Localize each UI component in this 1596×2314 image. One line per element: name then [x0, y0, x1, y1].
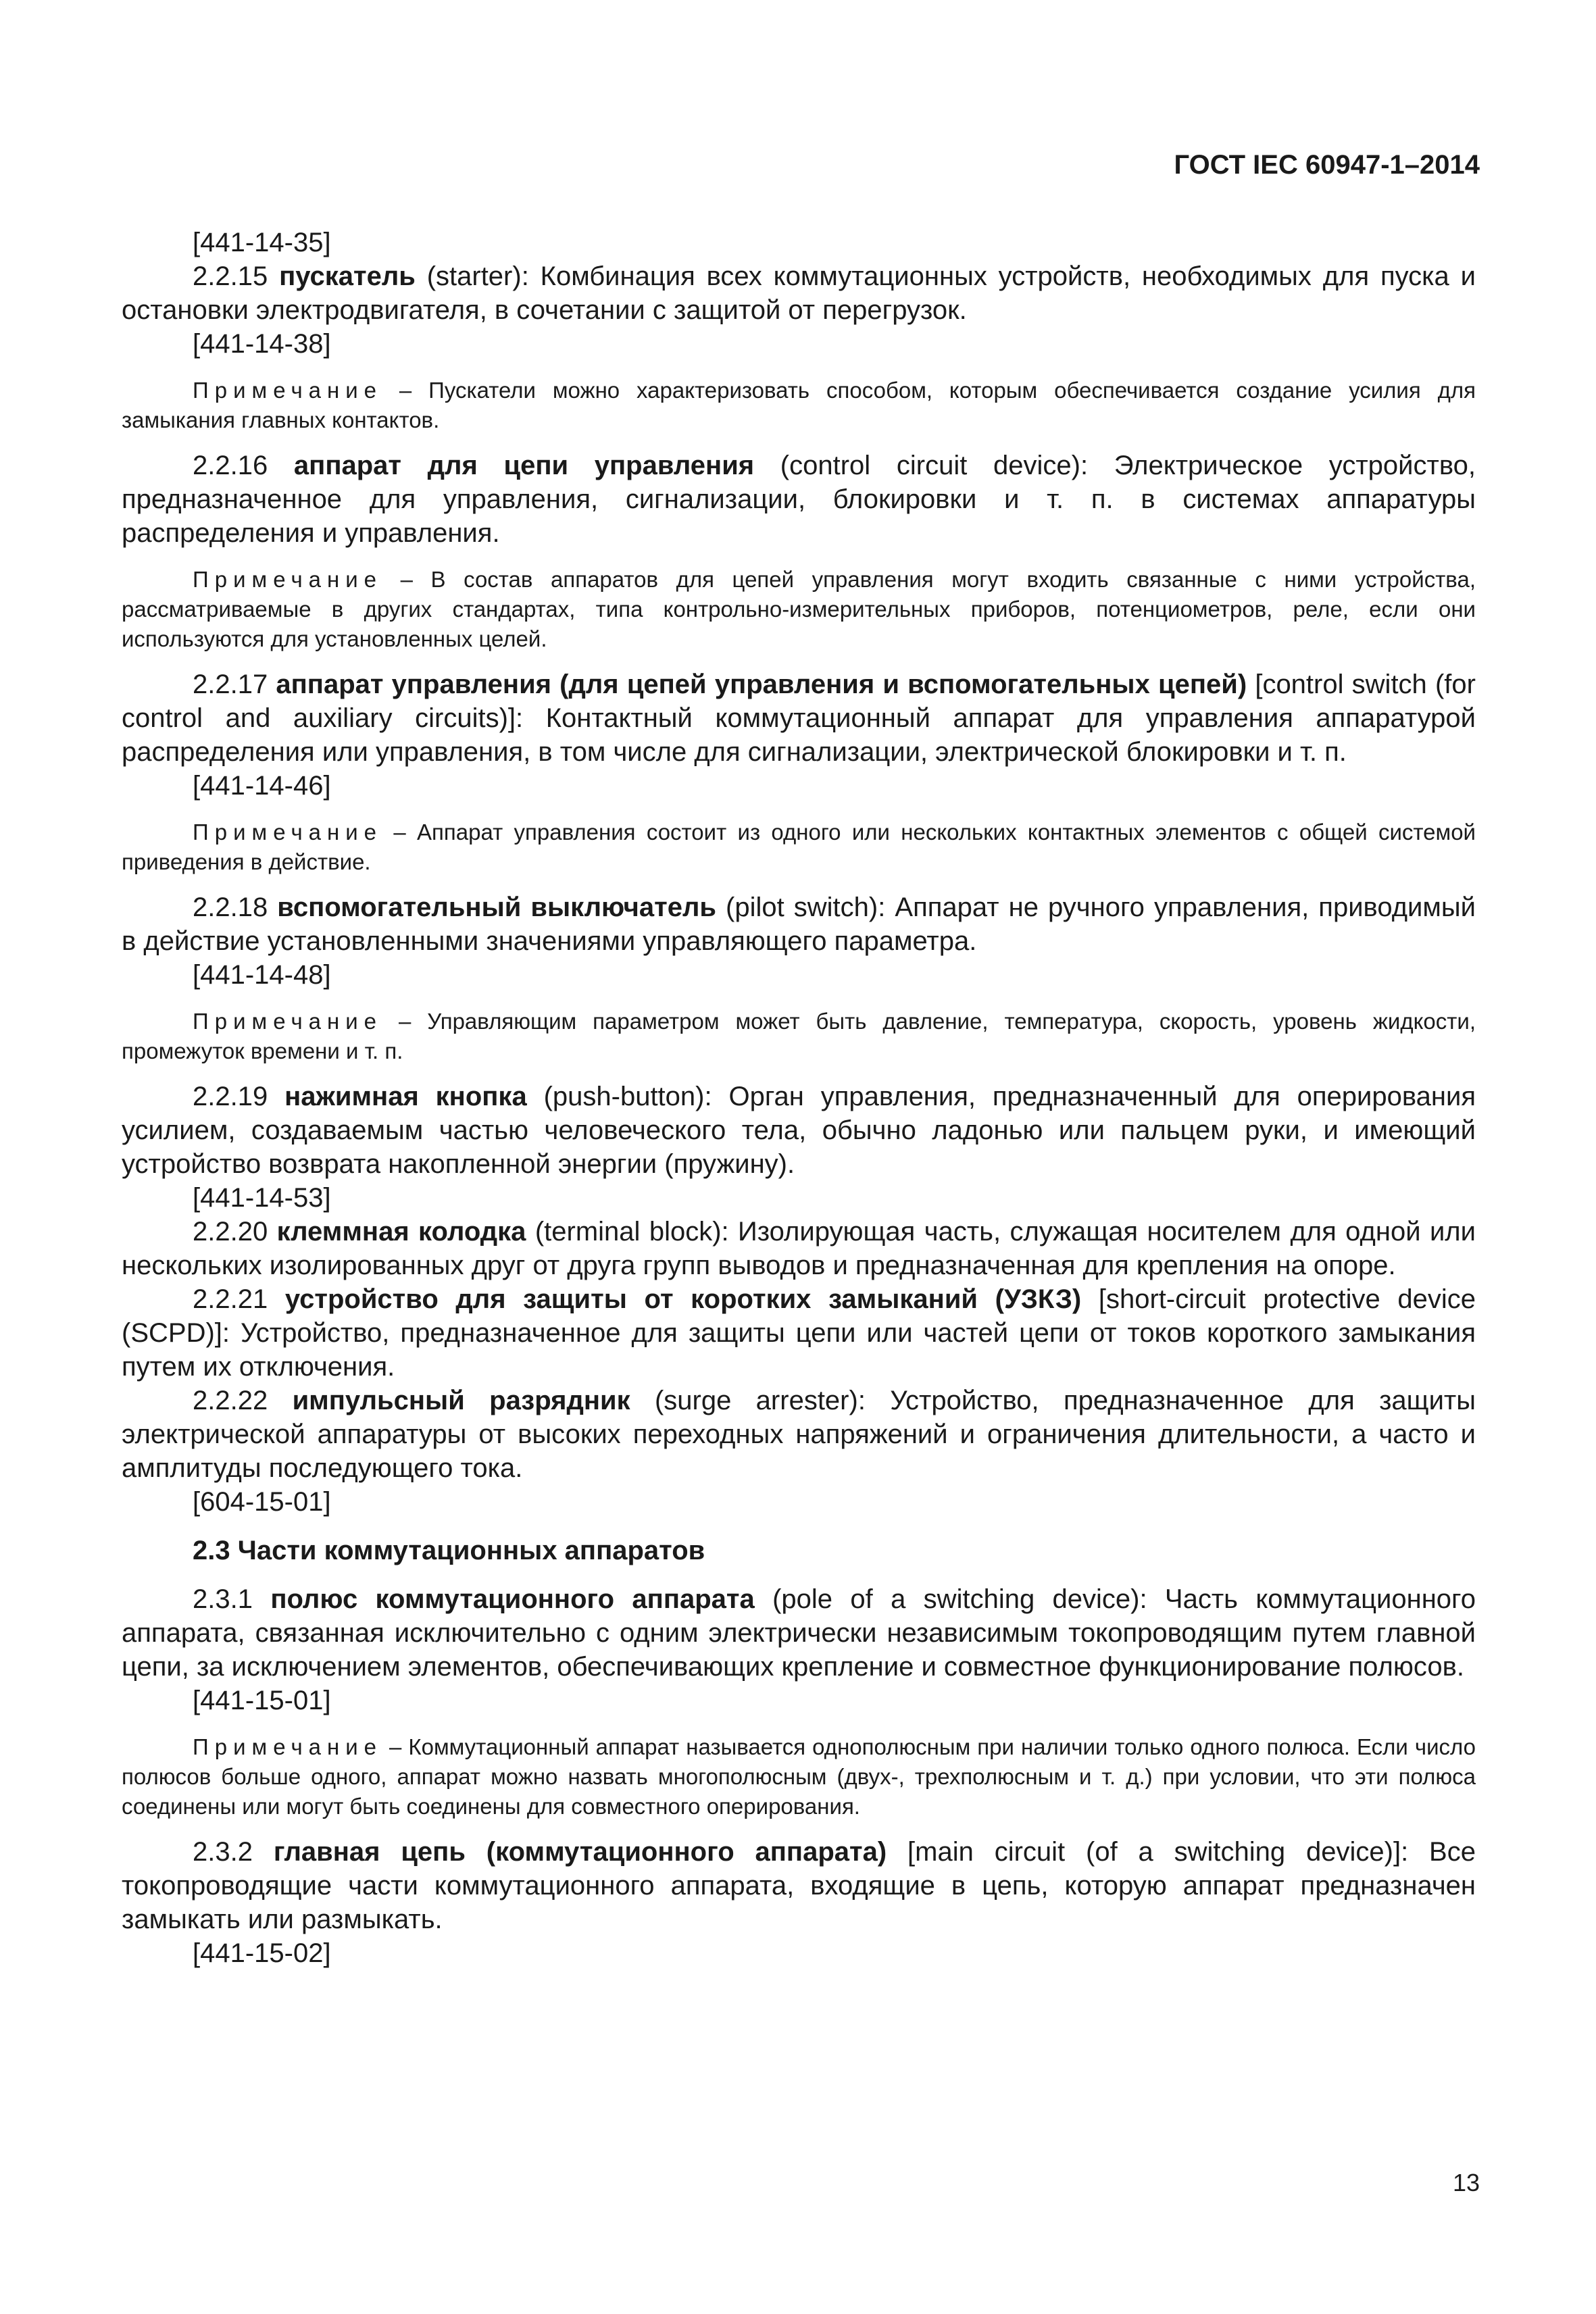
note — [122, 1732, 1476, 1821]
note-label: Примечание — [193, 567, 383, 592]
definition-2-3-1 — [122, 1582, 1476, 1684]
reference: [441-14-53] — [193, 1183, 331, 1213]
clause-number: 2.3.2 — [193, 1837, 253, 1867]
term: клеммная колодка — [276, 1217, 526, 1247]
clause-number: 2.2.19 — [193, 1082, 268, 1111]
definition-2-2-21 — [122, 1282, 1476, 1384]
page-number: 13 — [1452, 2169, 1480, 2196]
term: импульсный разрядник — [292, 1386, 630, 1415]
definition-text: [main circuit (of a switching device)]: Все токопроводящие части коммутационного аппарата, входящие в цепь, которую аппарат предназначен замыкать или размыкать. — [122, 1837, 1476, 1934]
reference: [604-15-01] — [193, 1487, 331, 1517]
definition-2-2-15 — [122, 259, 1476, 327]
reference: [441-14-38] — [193, 329, 331, 359]
document-header: ГОСТ IEC 60947-1–2014 — [1174, 150, 1480, 180]
definition-2-3-2 — [122, 1835, 1476, 1936]
definition-2-2-18 — [122, 890, 1476, 958]
document-body — [122, 226, 1476, 1970]
term: аппарат для цепи управления — [293, 451, 755, 480]
term: полюс коммутационного аппарата — [270, 1584, 755, 1614]
definition-text: (pilot switch): Аппарат не ручного управления, приводимый в действие установленными значениями управляющего параметра. — [122, 892, 1476, 956]
definition-2-2-22 — [122, 1384, 1476, 1485]
definition-text: [control switch (for control and auxiliary circuits)]: Контактный коммутационный аппарат для управления аппаратурой распределения или управления, в том числе для сигнализации, электрической блокировки и т. п. — [122, 670, 1476, 767]
note — [122, 1007, 1476, 1066]
definition-text: (control circuit device): Электрическое устройство, предназначенное для управления, сигнализации, блокировки и т. п. в системах аппаратуры распределения и управления. — [122, 451, 1476, 548]
clause-number: 2.3.1 — [193, 1584, 253, 1614]
term: вспомогательный выключатель — [277, 892, 716, 922]
definition-2-2-16 — [122, 449, 1476, 550]
note — [122, 565, 1476, 654]
note-text: – В состав аппаратов для цепей управления могут входить связанные с ними устройства, рассматриваемые в других стандартах, типа контрольно-измерительных приборов, потенциометров, реле, если они используются для установленных целей. — [122, 567, 1476, 651]
note-label: Примечание — [193, 1009, 383, 1034]
reference: [441-15-01] — [193, 1686, 331, 1715]
definition-text: (surge arrester): Устройство, предназначенное для защиты электрической аппаратуры от высоких переходных напряжений и ограничения длительности, а часто и амплитуды последующего тока. — [122, 1386, 1476, 1483]
definition-2-2-19 — [122, 1080, 1476, 1181]
definition-text: (terminal block): Изолирующая часть, служащая носителем для одной или нескольких изолированных друг от друга групп выводов и предназначенная для крепления на опоре. — [122, 1217, 1476, 1280]
definition-text: (starter): Комбинация всех коммутационных устройств, необходимых для пуска и остановки электродвигателя, в сочетании с защитой от перегрузок. — [122, 261, 1476, 325]
reference: [441-14-46] — [193, 771, 331, 801]
note-text: – Коммутационный аппарат называется однополюсным при наличии только одного полюса. Если число полюсов больше одного, аппарат можно назвать многополюсным (двух-, трехполюсным и т. д.) при условии, что эти полюса соединены или могут быть соединены для совместного оперирования. — [122, 1734, 1476, 1819]
clause-number: 2.2.21 — [193, 1284, 268, 1314]
reference: [441-14-48] — [193, 960, 331, 990]
term: пускатель — [279, 261, 416, 291]
note-text: – Пускатели можно характеризовать способом, которым обеспечивается создание усилия для замыкания главных контактов. — [122, 378, 1476, 432]
definition-2-2-20 — [122, 1215, 1476, 1282]
definition-2-2-17 — [122, 668, 1476, 769]
note-label: Примечание — [193, 1734, 383, 1759]
definition-text: [short-circuit protective device (SCPD)]: Устройство, предназначенное для защиты цепи или частей цепи от токов короткого замыкания путем их отключения. — [122, 1284, 1476, 1382]
definition-text: (push-button): Орган управления, предназначенный для оперирования усилием, создаваемым частью человеческого тела, обычно ладонью или пальцем руки, и имеющий устройство возврата накопленной энергии (пружину). — [122, 1082, 1476, 1179]
section-heading: 2.3 Части коммутационных аппаратов — [193, 1536, 705, 1565]
reference: [441-15-02] — [193, 1938, 331, 1968]
clause-number: 2.2.20 — [193, 1217, 268, 1247]
note-label: Примечание — [193, 378, 383, 403]
reference: [441-14-35] — [193, 228, 331, 257]
clause-number: 2.2.18 — [193, 892, 268, 922]
clause-number: 2.2.22 — [193, 1386, 268, 1415]
definition-text: (pole of a switching device): Часть коммутационного аппарата, связанная исключительно с одним электрически независимым токопроводящим путем главной цепи, за исключением элементов, обеспечивающих крепление и совместное функционирование полюсов. — [122, 1584, 1476, 1682]
clause-number: 2.2.16 — [193, 451, 268, 480]
term: главная цепь (коммутационного аппарата) — [273, 1837, 887, 1867]
note — [122, 818, 1476, 877]
note-text: – Управляющим параметром может быть давление, температура, скорость, уровень жидкости, промежуток времени и т. п. — [122, 1009, 1476, 1063]
note-text: – Аппарат управления состоит из одного или нескольких контактных элементов с общей системой приведения в действие. — [122, 820, 1476, 874]
note-label: Примечание — [193, 820, 383, 845]
note — [122, 376, 1476, 435]
term: нажимная кнопка — [284, 1082, 527, 1111]
clause-number: 2.2.15 — [193, 261, 268, 291]
clause-number: 2.2.17 — [193, 670, 268, 699]
term: устройство для защиты от коротких замыканий (УЗКЗ) — [284, 1284, 1082, 1314]
term: аппарат управления (для цепей управления и вспомогательных цепей) — [276, 670, 1247, 699]
